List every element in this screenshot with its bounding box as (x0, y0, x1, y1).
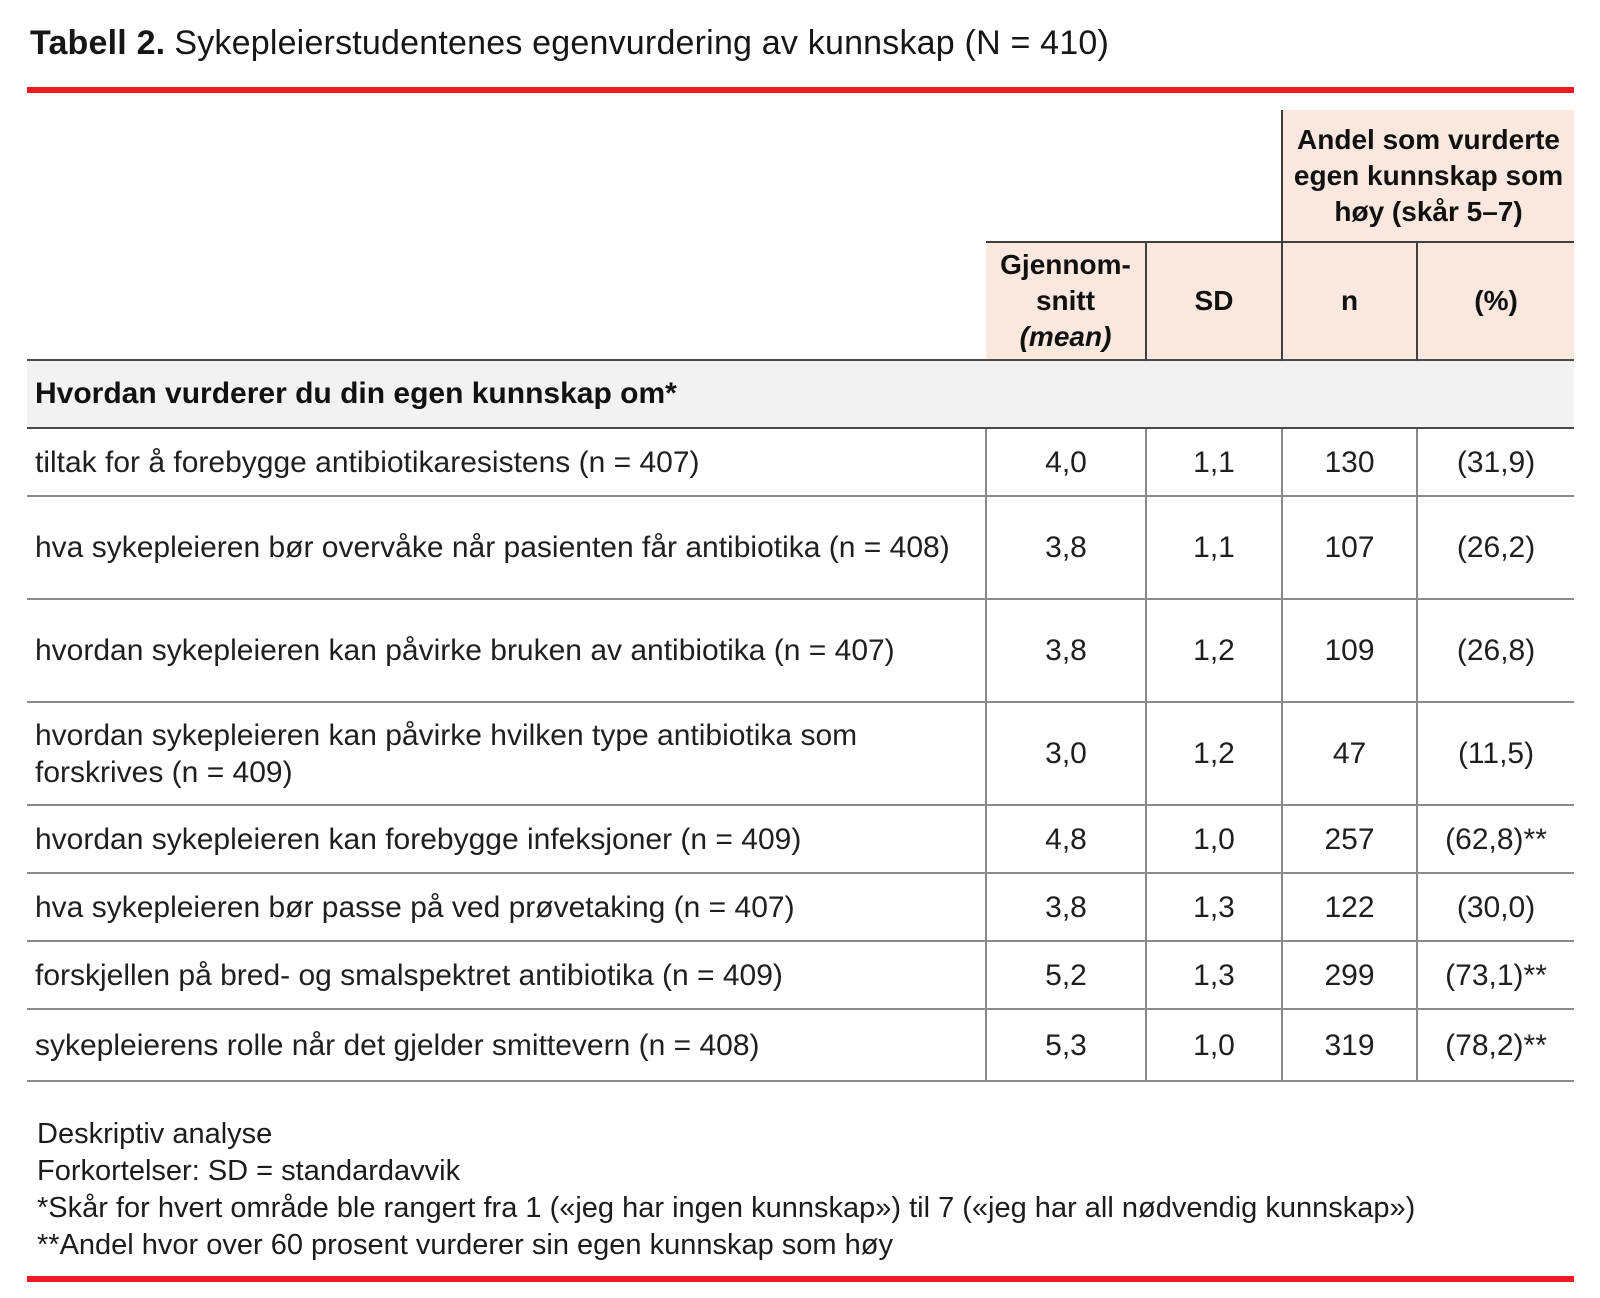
cell-sd: 1,3 (1146, 941, 1282, 1009)
cell-mean: 4,0 (986, 428, 1146, 496)
row-label: hva sykepleieren bør overvåke når pasienten får antibiotika (n = 408) (27, 496, 986, 599)
row-label: tiltak for å forebygge antibiotikaresistens (n = 407) (27, 428, 986, 496)
cell-n: 130 (1282, 428, 1417, 496)
cell-n: 47 (1282, 702, 1417, 805)
cell-n: 257 (1282, 805, 1417, 873)
col-header-pct: (%) (1417, 242, 1574, 360)
table-row (27, 702, 1574, 805)
footnote-star: *Skår for hvert område ble rangert fra 1 («jeg har ingen kunnskap») til 7 («jeg har all nødvendig kunnskap») (37, 1192, 1416, 1224)
table-row (27, 599, 1574, 702)
page-title (30, 24, 1109, 63)
cell-pct: (11,5) (1417, 702, 1574, 805)
header-blank-stub (27, 242, 986, 360)
top-rule (27, 87, 1574, 93)
cell-n: 122 (1282, 873, 1417, 941)
table-row (27, 873, 1574, 941)
table-row (27, 1009, 1574, 1081)
cell-sd: 1,3 (1146, 873, 1282, 941)
col-header-mean (986, 242, 1146, 360)
cell-pct: (31,9) (1417, 428, 1574, 496)
cell-pct: (30,0) (1417, 873, 1574, 941)
cell-pct: (26,2) (1417, 496, 1574, 599)
col-header-mean-sub: (mean) (1019, 321, 1112, 352)
table-caption: Sykepleierstudentenes egenvurdering av kunnskap (N = 410) (174, 24, 1110, 62)
footnote-abbreviations: Forkortelser: SD = standardavvik (37, 1155, 461, 1187)
cell-pct: (78,2)** (1417, 1009, 1574, 1081)
cell-pct: (26,8) (1417, 599, 1574, 702)
cell-n: 319 (1282, 1009, 1417, 1081)
table-number: Tabell 2. (30, 24, 166, 62)
cell-sd: 1,2 (1146, 702, 1282, 805)
header-blank-cell (27, 110, 1282, 242)
row-label: hvordan sykepleieren kan påvirke bruken av antibiotika (n = 407) (27, 599, 986, 702)
cell-sd: 1,1 (1146, 496, 1282, 599)
cell-sd: 1,2 (1146, 599, 1282, 702)
row-label: sykepleierens rolle når det gjelder smittevern (n = 408) (27, 1009, 986, 1081)
cell-pct: (62,8)** (1417, 805, 1574, 873)
cell-n: 107 (1282, 496, 1417, 599)
section-header: Hvordan vurderer du din egen kunnskap om* (27, 360, 1574, 428)
row-label: hva sykepleieren bør passe på ved prøvetaking (n = 407) (27, 873, 986, 941)
spanning-header: Andel som vurderte egen kunnskap som høy (skår 5–7) (1282, 110, 1574, 242)
table-row (27, 428, 1574, 496)
row-label: forskjellen på bred- og smalspektret antibiotika (n = 409) (27, 941, 986, 1009)
cell-sd: 1,1 (1146, 428, 1282, 496)
cell-mean: 5,3 (986, 1009, 1146, 1081)
col-header-mean-label: Gjennom-snitt (1000, 249, 1131, 316)
cell-mean: 3,8 (986, 599, 1146, 702)
footnote-double-star: **Andel hvor over 60 prosent vurderer sin egen kunnskap som høy (37, 1229, 893, 1261)
bottom-rule (27, 1276, 1574, 1282)
table-row (27, 496, 1574, 599)
header-row-span (27, 110, 1574, 242)
row-label: hvordan sykepleieren kan påvirke hvilken type antibiotika som forskrives (n = 409) (27, 702, 986, 805)
footnotes (37, 1116, 1415, 1264)
table-row (27, 805, 1574, 873)
section-header-row (27, 360, 1574, 428)
cell-n: 109 (1282, 599, 1417, 702)
cell-mean: 3,8 (986, 873, 1146, 941)
cell-pct: (73,1)** (1417, 941, 1574, 1009)
cell-mean: 5,2 (986, 941, 1146, 1009)
col-header-n: n (1282, 242, 1417, 360)
footnote-analysis: Deskriptiv analyse (37, 1118, 273, 1150)
cell-mean: 3,8 (986, 496, 1146, 599)
cell-sd: 1,0 (1146, 1009, 1282, 1081)
row-label: hvordan sykepleieren kan forebygge infeksjoner (n = 409) (27, 805, 986, 873)
table-row (27, 941, 1574, 1009)
data-table (27, 110, 1574, 1082)
cell-n: 299 (1282, 941, 1417, 1009)
cell-mean: 4,8 (986, 805, 1146, 873)
header-row-columns (27, 242, 1574, 360)
cell-mean: 3,0 (986, 702, 1146, 805)
cell-sd: 1,0 (1146, 805, 1282, 873)
col-header-sd: SD (1146, 242, 1282, 360)
